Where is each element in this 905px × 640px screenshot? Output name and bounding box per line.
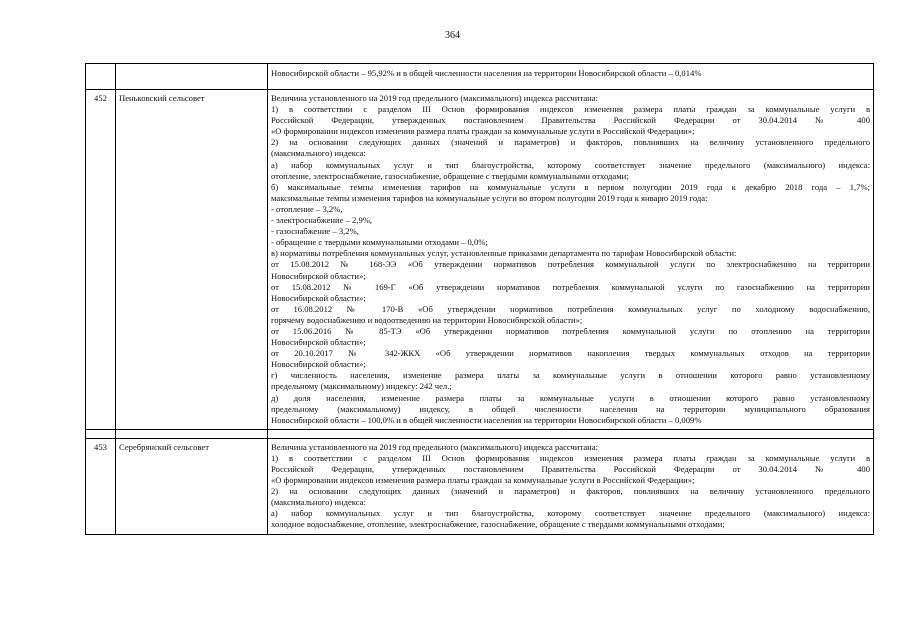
row-number-cell: 453: [86, 438, 116, 534]
text-line: горячему водоснабжению и водоотведению на территории Новосибирской области»;: [271, 314, 583, 325]
text-line: (максимального) индекса:: [271, 497, 366, 508]
text-line: Новосибирской области»;: [271, 270, 366, 281]
text-line: максимальные темпы изменения тарифов на коммунальные услуги во втором полугодии 2019 года к январю 2019 года:: [271, 192, 708, 203]
text-line: предельному (максимальному) индексу, в общей численности населения на территории муниципального образования: [271, 403, 870, 414]
text-line: д) доля населения, изменение размера платы за коммунальные услуги в отношении которого равно установленному: [271, 392, 870, 403]
text-line: г) численность населения, изменение размера платы за коммунальные услуги в отношении которого равно установленному: [271, 370, 870, 381]
text-line: а) набор коммунальных услуг и тип благоустройства, которому соответствует значение предельного (максимального) индекса:: [271, 159, 870, 170]
text-line: - газоснабжение – 3,2%,: [271, 226, 359, 237]
text-line: от 15.08.2012 № 168-ЭЭ «Об утверждении нормативов потребления коммунальной услуги по электроснабжению на территории: [271, 259, 870, 270]
spacer-cell: [116, 429, 268, 438]
index-description-cell: [268, 90, 874, 430]
index-description-cell: [268, 438, 874, 534]
text-line: Новосибирской области»;: [271, 337, 366, 348]
table-row: [86, 438, 874, 534]
text-line: а) набор коммунальных услуг и тип благоустройства, которому соответствует значение предельного (максимального) индекса:: [271, 508, 870, 519]
tariff-index-table: [85, 63, 874, 535]
spacer-cell: [268, 429, 874, 438]
text-line: Новосибирской области»;: [271, 359, 366, 370]
text-line: - отопление – 3,2%,: [271, 203, 343, 214]
municipality-name-cell: Пеньковский сельсовет: [116, 90, 268, 430]
text-line: от 20.10.2017 № 342-ЖКХ «Об утверждении нормативов накопления твердых коммунальных отходов на территории: [271, 348, 870, 359]
text-line: Новосибирской области»;: [271, 292, 366, 303]
text-line: от 15.08.2012 № 169-Г «Об утверждении нормативов потребления коммунальной услуги по газоснабжению на территории: [271, 281, 870, 292]
text-line: (максимального) индекса:: [271, 148, 366, 159]
text-line: б) максимальные темпы изменения тарифов на коммунальные услуги в первом полугодии 2019 года к декабрю 2018 года – 1,7%;: [271, 181, 870, 192]
text-line: «О формировании индексов изменения размера платы граждан за коммунальные услуги в Российской Федерации»;: [271, 475, 695, 486]
text-line: холодное водоснабжение, отопление, электроснабжение, газоснабжение, обращение с твердыми коммунальными отходами;: [271, 519, 725, 530]
text-line: «О формировании индексов изменения размера платы граждан за коммунальные услуги в Российской Федерации»;: [271, 126, 695, 137]
text-line: от 15.06.2016 № 85-ТЭ «Об утверждении нормативов потребления коммунальной услуги по отоплению на территории: [271, 325, 870, 336]
text-line: - электроснабжение – 2,9%,: [271, 215, 373, 226]
text-line: Новосибирской области – 95,92% и в общей численности населения на территории Новосибирской области – 0,014%: [271, 68, 702, 78]
table-row: [86, 64, 874, 90]
municipality-name-cell: Серебрянский сельсовет: [116, 438, 268, 534]
page-number: 364: [445, 30, 460, 41]
text-line: предельному (максимальному) индексу: 242 чел.;: [271, 381, 452, 392]
text-line: - обращение с твердыми коммунальными отходами – 0,0%;: [271, 237, 488, 248]
row-spacer: [86, 429, 874, 438]
row-number-cell: [86, 64, 116, 90]
text-line: 2) на основании следующих данных (значений и параметров) и факторов, повлиявших на величину установленного предельного: [271, 486, 870, 497]
text-line: Российской Федерации, утвержденных постановлением Правительства Российской Федерации от 30.04.2014 № 400: [271, 115, 870, 126]
table-row: [86, 90, 874, 430]
text-line: в) нормативы потребления коммунальных услуг, установленные приказами департамента по тарифам Новосибирской области:: [271, 248, 737, 259]
municipality-name-cell: [116, 64, 268, 90]
text-line: Российской Федерации, утвержденных постановлением Правительства Российской Федерации от 30.04.2014 № 400: [271, 464, 870, 474]
spacer-cell: [86, 429, 116, 438]
table-body: [86, 64, 874, 535]
text-line: Величина установленного на 2019 год предельного (максимального) индекса рассчитана:: [271, 441, 598, 452]
text-line: от 16.08.2012 № 170-В «Об утверждении нормативов потребления коммунальных услуг по холодному водоснабжению,: [271, 303, 870, 314]
text-line: 1) в соответствии с разделом III Основ формирования индексов изменения размера платы граждан за коммунальные услуги в: [271, 452, 870, 463]
text-line: 1) в соответствии с разделом III Основ формирования индексов изменения размера платы граждан за коммунальные услуги в: [271, 104, 870, 115]
text-line: отопление, электроснабжение, газоснабжение, обращение с твердыми коммунальными отходами;: [271, 170, 629, 181]
index-description-cell: [268, 64, 874, 90]
row-number-cell: 452: [86, 90, 116, 430]
text-line: 2) на основании следующих данных (значений и параметров) и факторов, повлиявших на величину установленного предельного: [271, 137, 870, 148]
text-line: Величина установленного на 2019 год предельного (максимального) индекса рассчитана:: [271, 93, 598, 103]
text-line: Новосибирской области – 100,0% и в общей численности населения на территории Новосибирской области – 0,009%: [271, 414, 702, 425]
